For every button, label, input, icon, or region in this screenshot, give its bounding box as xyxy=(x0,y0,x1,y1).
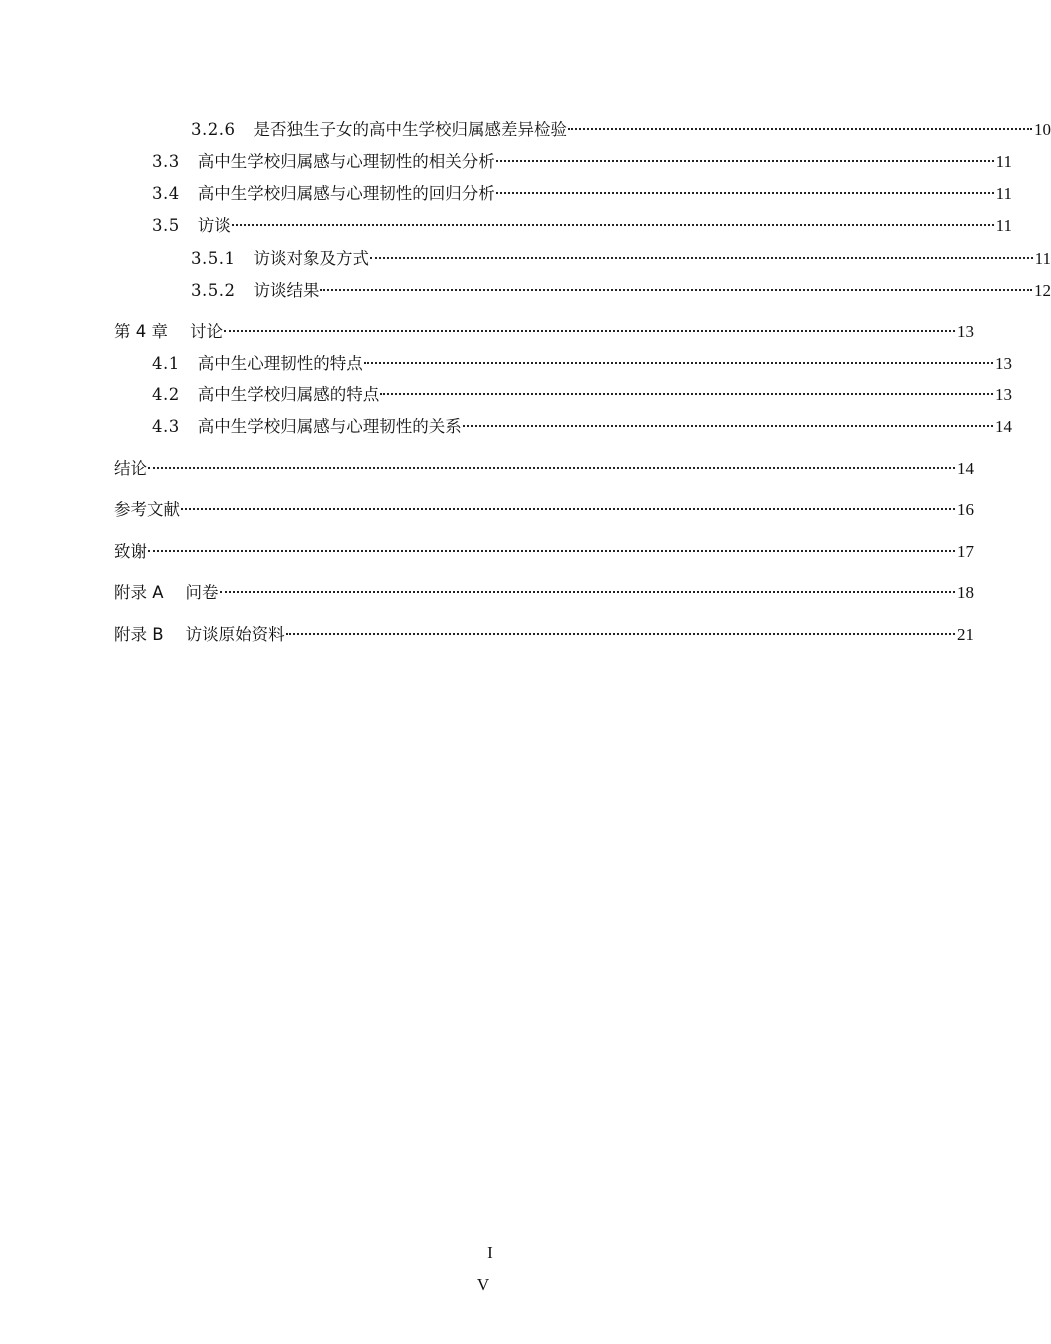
dot-leader xyxy=(220,591,955,593)
toc-entry-appendix-b[interactable] xyxy=(0,623,974,647)
toc-entry-acknowledgements[interactable] xyxy=(0,540,974,564)
toc-entry[interactable] xyxy=(0,352,1012,376)
toc-entry-page: 17 xyxy=(957,542,974,561)
dot-leader xyxy=(148,467,955,469)
toc-entry-number: 4.3 xyxy=(152,417,180,436)
toc-entry-appendix-a[interactable] xyxy=(0,581,974,605)
toc-entry[interactable] xyxy=(0,383,1012,407)
dot-leader xyxy=(320,289,1032,291)
toc-entry-number: 3.5.1 xyxy=(191,249,236,268)
dot-leader xyxy=(364,362,993,364)
toc-entry-number: 3.3 xyxy=(152,152,180,171)
toc-entry-title: 高中生学校归属感与心理韧性的相关分析 xyxy=(197,152,495,171)
dot-leader xyxy=(496,160,994,162)
toc-entry-title: 高中生心理韧性的特点 xyxy=(197,354,363,373)
toc-entry-page: 14 xyxy=(995,417,1012,436)
toc-entry[interactable] xyxy=(0,150,1012,174)
toc-entry-title: 高中生学校归属感的特点 xyxy=(197,385,380,404)
toc-entry-title: 结论 xyxy=(114,459,147,478)
toc-entry-page: 11 xyxy=(1034,249,1051,268)
toc-entry-title: 高中生学校归属感与心理韧性的回归分析 xyxy=(197,184,495,203)
toc-entry[interactable] xyxy=(0,214,1012,238)
toc-entry-page: 13 xyxy=(957,322,974,341)
dot-leader xyxy=(286,633,955,635)
toc-entry-title: 致谢 xyxy=(114,542,147,561)
toc-entry-number: 3.2.6 xyxy=(191,120,236,139)
toc-entry-number: 4.2 xyxy=(152,385,180,404)
footer-page-number: V xyxy=(476,1275,490,1294)
toc-entry-page: 10 xyxy=(1034,120,1051,139)
toc-entry-number: 3.5.2 xyxy=(191,281,236,300)
toc-entry-title: 访谈原始资料 xyxy=(185,625,285,644)
toc-entry-page: 11 xyxy=(995,216,1012,235)
toc-entry[interactable] xyxy=(0,118,1051,142)
toc-entry-conclusion[interactable] xyxy=(0,457,974,481)
toc-entry-number: 4.1 xyxy=(152,354,180,373)
toc-entry[interactable] xyxy=(0,415,1012,439)
dot-leader xyxy=(568,128,1032,130)
toc-entry-number: 附录 B xyxy=(114,625,164,644)
toc-entry-number: 3.4 xyxy=(152,184,180,203)
toc-entry-page: 12 xyxy=(1034,281,1051,300)
toc-entry-title: 高中生学校归属感与心理韧性的关系 xyxy=(197,417,462,436)
toc-entry-page: 11 xyxy=(995,184,1012,203)
dot-leader xyxy=(380,393,993,395)
toc-entry-references[interactable] xyxy=(0,498,974,522)
footer-page-label: I xyxy=(487,1243,493,1262)
toc-entry[interactable] xyxy=(0,182,1012,206)
toc-entry-page: 18 xyxy=(957,583,974,602)
toc-entry-title: 访谈对象及方式 xyxy=(253,249,369,268)
toc-entry-title: 参考文献 xyxy=(114,500,180,519)
toc-entry-title: 讨论 xyxy=(190,322,223,341)
toc-entry-page: 13 xyxy=(995,385,1012,404)
toc-entry-title: 访谈结果 xyxy=(253,281,320,300)
toc-entry-page: 16 xyxy=(957,500,974,519)
toc-entry-page: 11 xyxy=(995,152,1012,171)
toc-entry[interactable] xyxy=(0,247,1051,271)
toc-entry-page: 13 xyxy=(995,354,1012,373)
dot-leader xyxy=(224,330,955,332)
toc-entry-title: 是否独生子女的高中生学校归属感差异检验 xyxy=(253,120,567,139)
toc-entry-chapter[interactable] xyxy=(0,320,974,344)
dot-leader xyxy=(148,550,955,552)
toc-entry-title: 访谈 xyxy=(197,216,231,235)
dot-leader xyxy=(370,257,1033,259)
toc-entry[interactable] xyxy=(0,279,1051,303)
dot-leader xyxy=(496,192,994,194)
toc-entry-page: 14 xyxy=(957,459,974,478)
dot-leader xyxy=(181,508,955,510)
toc-entry-number: 3.5 xyxy=(152,216,180,235)
toc-entry-title: 问卷 xyxy=(185,583,219,602)
toc-entry-page: 21 xyxy=(957,625,974,644)
dot-leader xyxy=(463,425,993,427)
toc-entry-number: 第 4 章 xyxy=(114,322,168,341)
toc-entry-number: 附录 A xyxy=(114,583,164,602)
dot-leader xyxy=(232,224,994,226)
